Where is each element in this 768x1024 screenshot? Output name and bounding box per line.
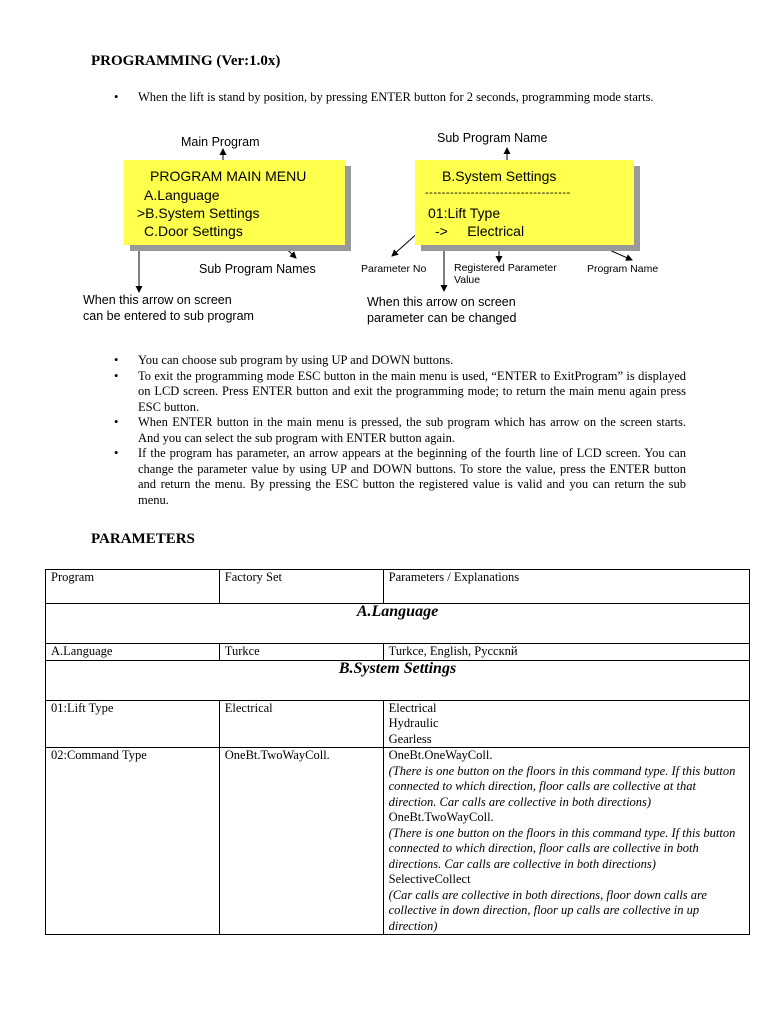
caption-arrow-left-2: can be entered to sub program — [83, 309, 254, 323]
header-factory-set: Factory Set — [219, 570, 383, 604]
cell-program: A.Language — [46, 644, 220, 661]
lcd-line-1: PROGRAM MAIN MENU — [150, 168, 307, 184]
option-description: (There is one button on the floors in this command type. If this button connected to which direction, floor calls are collective in both directions. Car calls are collective in both directions) — [388, 825, 736, 871]
option: OneBt.OneWayColl. — [388, 748, 493, 762]
cell-options — [383, 748, 749, 935]
cell-factory: OneBt.TwoWayColl. — [219, 748, 383, 935]
lcd-line-2: ----------------------------------- — [425, 187, 571, 199]
caption-arrow-right-2: parameter can be changed — [367, 311, 517, 325]
list-item: • You can choose sub program by using UP and DOWN buttons. — [114, 353, 686, 369]
option-description: (There is one button on the floors in this command type. If this button connected to which direction, floor calls are collective at that direction. Car calls are collective in both directions) — [388, 763, 736, 809]
caption-sub-program-name: Sub Program Name — [437, 131, 548, 145]
caption-arrow-left-1: When this arrow on screen — [83, 293, 232, 307]
cell-options: Turkce, English, Pусскnй — [383, 644, 749, 661]
intro-bullet: • When the lift is stand by position, by pressing ENTER button for 2 seconds, programming mode starts. — [114, 90, 686, 106]
lcd-line-4: C.Door Settings — [144, 223, 243, 239]
section-row-language — [46, 604, 750, 644]
lcd-line-1: B.System Settings — [442, 168, 557, 184]
instruction-list — [114, 353, 686, 508]
caption-registered-value: Registered Parameter Value — [454, 262, 557, 286]
caption-arrow-right-1: When this arrow on screen — [367, 295, 516, 309]
lcd-main-menu — [124, 160, 345, 245]
caption-program-name: Program Name — [587, 263, 659, 275]
cell-program: 02:Command Type — [46, 748, 220, 935]
lcd-line-2: A.Language — [144, 187, 220, 203]
cell-factory: Electrical — [219, 700, 383, 748]
page-title: PROGRAMMING (Ver:1.0x) — [91, 53, 281, 69]
cell-options — [383, 700, 749, 748]
lcd-line-4: -> Electrical — [435, 223, 525, 239]
parameters-heading: PARAMETERS — [91, 531, 195, 547]
parameters-table — [45, 569, 750, 935]
list-item: • If the program has parameter, an arrow appears at the beginning of the fourth line of LCD screen. You can change the parameter value by using UP and DOWN buttons. To store the value, press the ENTER button and return the menu. By pressing the ESC button the registered value is valid and you can return the sub menu. — [114, 446, 686, 508]
section-title: A.Language — [46, 604, 750, 644]
lcd-line-3: >B.System Settings — [137, 205, 260, 221]
section-title: B.System Settings — [46, 660, 750, 700]
diagram-arrows — [0, 0, 768, 340]
option: SelectiveCollect — [388, 872, 471, 886]
option: Gearless — [388, 731, 432, 746]
caption-parameter-no: Parameter No — [361, 263, 427, 275]
option: Hydraulic — [388, 716, 439, 730]
list-item: • To exit the programming mode ESC button in the main menu is used, “ENTER to ExitProgram” is displayed on LCD screen. Press ENTER button and exit the programming mode; to return the main menu again press ESC button. — [114, 369, 686, 416]
lcd-line-3: 01:Lift Type — [428, 205, 501, 221]
option: Electrical — [388, 700, 437, 715]
table-row — [46, 644, 750, 661]
table-header-row — [46, 570, 750, 604]
section-row-system — [46, 660, 750, 700]
caption-main-program: Main Program — [181, 135, 260, 149]
table-row — [46, 700, 750, 748]
table-row — [46, 748, 750, 935]
lcd-sub-menu — [415, 160, 634, 245]
option: OneBt.TwoWayColl. — [388, 810, 494, 824]
cell-factory: Turkce — [219, 644, 383, 661]
cell-program: 01:Lift Type — [46, 700, 220, 748]
header-program: Program — [46, 570, 220, 604]
list-item: • When ENTER button in the main menu is pressed, the sub program which has arrow on the screen starts. And you can select the sub program with ENTER button again. — [114, 415, 686, 446]
option-description: (Car calls are collective in both directions, floor down calls are collective in down direction, floor up calls are collective in up direction) — [388, 887, 707, 933]
caption-sub-program-names: Sub Program Names — [199, 262, 316, 276]
header-parameters: Parameters / Explanations — [383, 570, 749, 604]
